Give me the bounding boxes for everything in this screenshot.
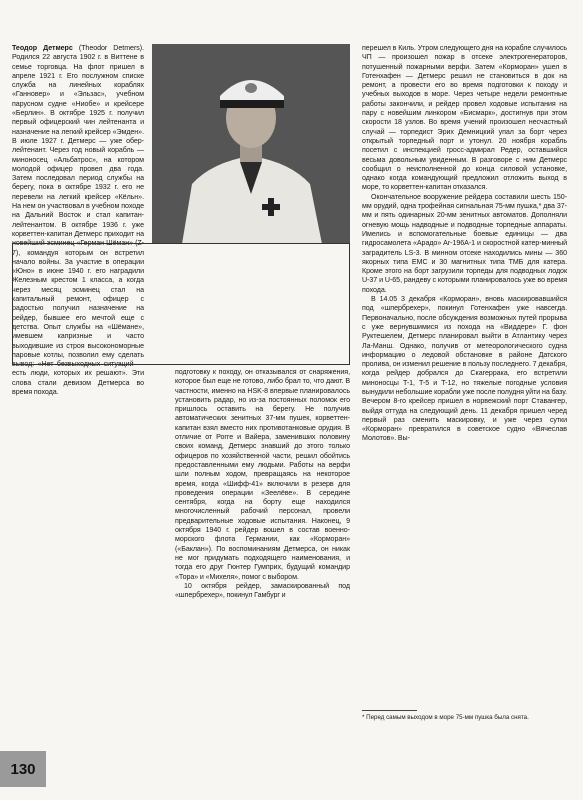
footnote-rule: [362, 710, 417, 711]
paragraph: перешел в Киль. Утром следующего дня на корабле случилось ЧП — произошел пожар в отсеке электрогенераторов, потушенный пожарными верфи. Затем «Корморан» ушел в Готенхафен — Детмерс решил не становиться в док на ремонт, а провести его во время подготовки к походу и учебных выходов в море. Через четыре недели ремонтные работы закончили, и рейдер провел ходовые испытания на пару с новейшим линкором «Бисмарк», достигнув при этом скорости 18 узлов. Во время учений произошел несчастный случай — торпедист Эрих Демницкий упал за борт через открытый торпедный порт и утонул. 20 ноября корабль посетил с инспекцией гросс-адмирал Редер, оставшийся весьма довольным увиденным. В разговоре с ним Детмерс сообщил о неисполненной до конца силовой установке, однако когда командующий предложил отложить выход в море, то корветтен-капитан отказался.: [362, 44, 567, 192]
page-number: 130: [0, 751, 46, 787]
paragraph: В 14.05 3 декабря «Корморан», вновь маскировавшийся под «шпербрехер», покинул Готенхафен уже навсегда. Первоначально, после обсуждения возможных путей прорыва с уже вернувшимися из похода на «Виддере» Г. фон Руктешелем, Детмерс планировал выйти в Атлантику через Ла-Манш. Однако, получив от метеорологического судна информацию о ледовой обстановке в районе Датского пролива, он изменил решение в пользу последнего. 7 декабря, когда рейдер добрался до Скагеррака, его встретили миноносцы T-1, T-5 и T-12, но тяжелые погодные условия вынудили небольшие корабли уже после полудня уйти на базу. Вечером 8-го крейсер пришел в норвежский порт Ставангер, выйдя оттуда на следующий день. 11 декабря пришел черед первый раз сменить маскировку, и уже через сутки «Корморан» превратился в советское судно «Вячеслав Молотов». Вы-: [362, 295, 567, 443]
caption-frame: [12, 243, 350, 365]
paragraph: 10 октября рейдер, замаскированный под «шпербрехер», покинул Гамбург и: [175, 581, 350, 600]
caption-name: Теодор Детмерс: [12, 44, 73, 52]
text-column-right: [362, 44, 567, 444]
caption-text: . Родился 22 августа 1902 г. в Виттене в семье торговца. На флот пришел в апреле 1921 г. Его послужном списке служба на линейных кораблях «Ганновер» и «Эльзас», учебном парусном судне «Ниобе» и крейсере «Берлин». В октябре 1925 г. получил первый офицерский чин лейтенанта и назначение на легкий крейсер «Эмден». В июле 1927 г. Детмерс — уже обер-лейтенант. Через год новый корабль — миноносец «Альбатрос», на котором молодой офицер провел два года. Затем последовал период службы на берегу, пока в октябре 1932 г. его не перевели на легкий крейсер «Кёльн». На нем он участвовал в учебном походе на Дальний Восток и стал капитан-лейтенантом. В октябре 1936 г. уже корветтен-капитан Детмерс приходит на новейший эсминец «Герман Шёман» (Z-7), командуя которым он встретил начало войны. За участие в операции «Юно» в июне 1940 г. его наградили Железным крестом 1 класса, а когда через месяц эсминец стал на капитальный ремонт, офицер с радостью получил назначение на рейдер, бывшее его мечтой еще с детства. Опыт службы на «Шёмане», имевшем капризные и часто выходившие из строя высокономорные паровые котлы, позволил ему сделать вывод: «Нет безвыходных ситуаций — есть люди, которых их решают». Эти слова стали девизом Детмерса во время похода.: [12, 44, 144, 396]
text-column-middle: [175, 368, 350, 600]
paragraph: Окончательное вооружение рейдера составили шесть 150-мм орудий, одна трофейная сигнальная 75-мм пушка,* два 37-мм и пять одинарных 20-мм зенитных автоматов. Дополняли огневую мощь надводные и подводные торпедные аппараты. Имелись и вспомогательные боевые единицы — два гидросамолета «Арадо» Ar-196A-1 и скоростной катер-минный заградитель LS-3. В минном отсеке находились мины — 360 якорных типа ЕМС и 30 магнитных типа ТМБ для катера. Кроме этого на борт загрузили торпеды для подводных лодок U-37 и U-65, рандеву с которыми планировалось уже во время похода.: [362, 192, 567, 294]
caption-name-latin: (Theodor Detmers): [78, 44, 143, 52]
paragraph: подготовку к походу, он отказывался от снаряжения, которое был еще не готово, либо брал то, что дают. В частности, именно на HSK-8 впервые планировалось установить радар, но из-за постоянных поломок его пришлось оставить на берегу. Не получив автоматических зенитных 37-мм пушек, корветтен-капитан взял вместо них противотанковые орудия. В отличие от Рогге и Вайера, заменивших половину своих команд, Детмерс знавший до этого только офицеров по хозяйственной части, решил обойтись предоставленными ему людьми. Работы на верфи шли полным ходом, превращаясь на некоторое время, когда «Шифф-41» включили в резерв для проведения операции «Зеелёве». В середине сентября, когда на борту еще находился многочисленный рабочий персонал, провели предварительные ходовые испытания. Наконец, 9 октября 1940 г. рейдер вошел в состав военно-морского флота Германии, как «Корморан» («Баклан»). По воспоминаниям Детмерса, он никак не мог придумать подходящего наименования, и тогда его друг Гюнтер Гумприх, будущий командир «Тора» и «Михеля», помог с выбором.: [175, 368, 350, 581]
footnote: * Перед самым выходом в море 75-мм пушка была снята.: [362, 714, 529, 721]
portrait-photo: [152, 44, 350, 244]
